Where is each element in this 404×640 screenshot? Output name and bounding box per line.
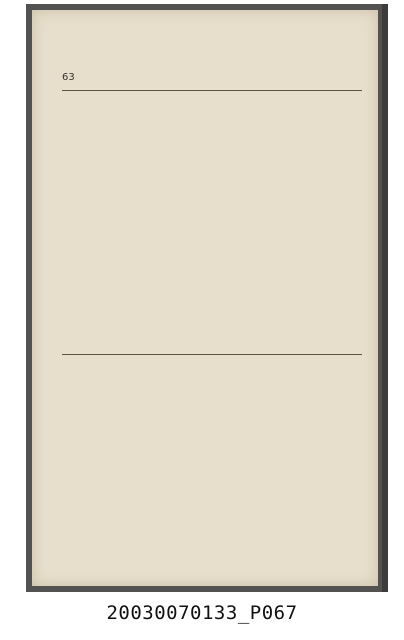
scan-identifier: 20030070133_P067 <box>106 602 298 624</box>
document-page <box>32 10 378 586</box>
page-header <box>62 72 362 90</box>
text-column-lower <box>68 362 360 586</box>
text-column-upper <box>68 100 360 346</box>
header-rule <box>62 90 362 91</box>
page-number: 63 <box>62 72 75 83</box>
section-divider <box>62 354 362 355</box>
